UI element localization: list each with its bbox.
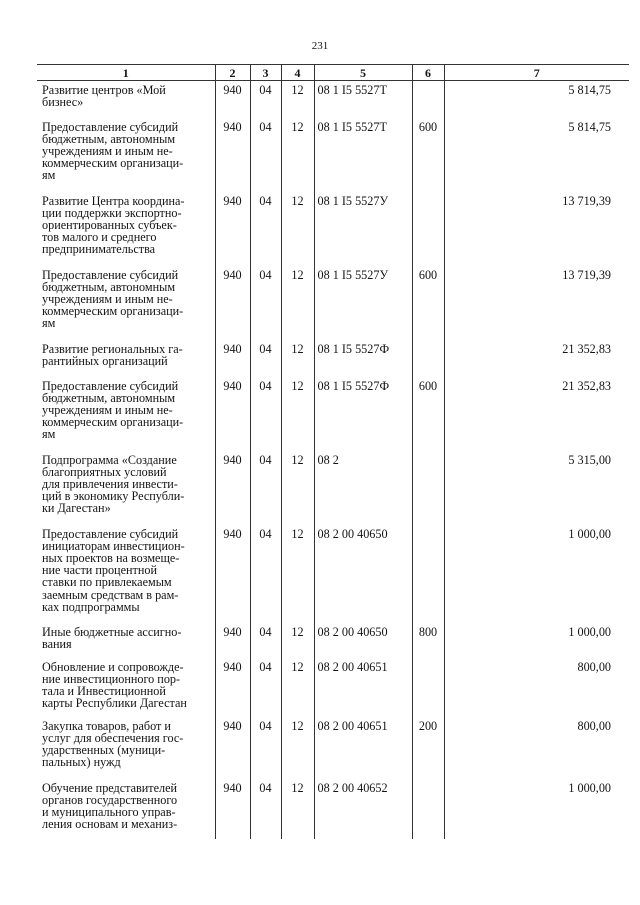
header-col-4: 4 [281, 65, 314, 81]
header-col-1: 1 [37, 65, 215, 81]
row-amount: 21 352,83 [444, 377, 629, 451]
row-col-3: 04 [250, 525, 281, 623]
row-col-5: 08 1 I5 5527У [314, 192, 412, 266]
row-name: Предоставление субсидий бюджетным, автономным учреждениям и иным не- коммерческим организаци- ям [42, 267, 184, 331]
row-col-3: 04 [250, 118, 281, 192]
row-col-6 [412, 658, 444, 717]
table-row [37, 717, 629, 779]
row-col-4: 12 [281, 118, 314, 192]
row-col-5: 08 1 I5 5527Т [314, 118, 412, 192]
row-col-4: 12 [281, 266, 314, 340]
row-col-4: 12 [281, 658, 314, 717]
row-name: Обновление и сопровожде- ние инвестиционного пор- тала и Инвестиционной карты Республики Дагестан [42, 659, 187, 711]
row-col-5: 08 2 00 40651 [314, 658, 412, 717]
table-row [37, 451, 629, 525]
row-col-3: 04 [250, 340, 281, 377]
row-col-2: 940 [215, 717, 250, 779]
row-col-5: 08 2 00 40650 [314, 623, 412, 658]
row-col-3: 04 [250, 623, 281, 658]
row-col-4: 12 [281, 451, 314, 525]
row-col-4: 12 [281, 779, 314, 839]
row-col-6 [412, 525, 444, 623]
row-amount: 1 000,00 [444, 525, 629, 623]
row-col-5: 08 2 00 40651 [314, 717, 412, 779]
row-amount: 5 315,00 [444, 451, 629, 525]
row-col-5: 08 2 00 40652 [314, 779, 412, 839]
table-row [37, 266, 629, 340]
row-col-4: 12 [281, 623, 314, 658]
budget-table [37, 64, 629, 839]
header-col-5: 5 [314, 65, 412, 81]
table-row [37, 377, 629, 451]
table-row [37, 81, 629, 118]
row-name: Предоставление субсидий бюджетным, автономным учреждениям и иным не- коммерческим организаци- ям [42, 119, 184, 183]
row-col-2: 940 [215, 192, 250, 266]
row-name: Закупка товаров, работ и услуг для обеспечения гос- ударственных (муници- пальных) нужд [42, 718, 184, 770]
row-name: Подпрограмма «Создание благоприятных условий для привлечения инвести- ций в экономику Республи- ки Дагестан» [42, 452, 185, 516]
row-col-4: 12 [281, 525, 314, 623]
table-row [37, 525, 629, 623]
row-col-6: 600 [412, 266, 444, 340]
row-col-5: 08 1 I5 5527Ф [314, 340, 412, 377]
row-col-6: 600 [412, 118, 444, 192]
row-col-3: 04 [250, 658, 281, 717]
row-col-5: 08 1 I5 5527Т [314, 81, 412, 118]
table-header-row [37, 65, 629, 81]
table-row [37, 192, 629, 266]
row-name: Предоставление субсидий бюджетным, автономным учреждениям и иным не- коммерческим организаци- ям [42, 378, 184, 442]
row-col-5: 08 1 I5 5527Ф [314, 377, 412, 451]
table-row [37, 658, 629, 717]
row-col-2: 940 [215, 658, 250, 717]
row-name: Предоставление субсидий инициаторам инвестицион- ных проектов на возмеще- ние части процентной ставки по привлекаемым заемным средствам в рам- ках подпрограммы [42, 526, 185, 614]
row-col-6 [412, 340, 444, 377]
row-col-2: 940 [215, 623, 250, 658]
row-col-2: 940 [215, 377, 250, 451]
row-col-4: 12 [281, 717, 314, 779]
row-amount: 5 814,75 [444, 118, 629, 192]
row-col-5: 08 1 I5 5527У [314, 266, 412, 340]
row-col-6 [412, 192, 444, 266]
row-col-2: 940 [215, 779, 250, 839]
row-col-4: 12 [281, 377, 314, 451]
page-number: 231 [311, 40, 329, 52]
row-col-3: 04 [250, 451, 281, 525]
row-amount: 21 352,83 [444, 340, 629, 377]
row-col-2: 940 [215, 525, 250, 623]
header-col-3: 3 [250, 65, 281, 81]
row-col-3: 04 [250, 779, 281, 839]
row-amount: 800,00 [444, 717, 629, 779]
row-col-6 [412, 779, 444, 839]
row-col-3: 04 [250, 377, 281, 451]
row-col-6: 600 [412, 377, 444, 451]
row-name: Развитие региональных га- рантийных организаций [42, 341, 183, 368]
row-col-6 [412, 81, 444, 118]
row-amount: 13 719,39 [444, 266, 629, 340]
row-col-5: 08 2 [314, 451, 412, 525]
row-col-2: 940 [215, 451, 250, 525]
row-amount: 1 000,00 [444, 779, 629, 839]
row-amount: 1 000,00 [444, 623, 629, 658]
row-col-2: 940 [215, 118, 250, 192]
row-amount: 13 719,39 [444, 192, 629, 266]
row-col-4: 12 [281, 81, 314, 118]
row-col-2: 940 [215, 81, 250, 118]
row-name: Развитие Центра координа- ции поддержки экспортно- ориентированных субъек- тов малого и среднего предпринимательства [42, 193, 185, 257]
row-name: Обучение представителей органов государственного и муниципального управ- ления основам и механиз- [42, 780, 178, 832]
row-name: Иные бюджетные ассигно- вания [42, 624, 182, 651]
row-col-3: 04 [250, 192, 281, 266]
row-col-2: 940 [215, 340, 250, 377]
row-col-6: 200 [412, 717, 444, 779]
row-col-2: 940 [215, 266, 250, 340]
row-col-3: 04 [250, 717, 281, 779]
table-row [37, 779, 629, 839]
table-row [37, 623, 629, 658]
row-amount: 800,00 [444, 658, 629, 717]
row-col-6: 800 [412, 623, 444, 658]
row-amount: 5 814,75 [444, 81, 629, 118]
row-col-4: 12 [281, 340, 314, 377]
row-col-3: 04 [250, 266, 281, 340]
row-name: Развитие центров «Мой бизнес» [42, 83, 166, 110]
row-col-3: 04 [250, 81, 281, 118]
header-col-7: 7 [444, 65, 629, 81]
row-col-5: 08 2 00 40650 [314, 525, 412, 623]
table-row [37, 340, 629, 377]
header-col-6: 6 [412, 65, 444, 81]
table-row [37, 118, 629, 192]
row-col-6 [412, 451, 444, 525]
row-col-4: 12 [281, 192, 314, 266]
header-col-2: 2 [215, 65, 250, 81]
